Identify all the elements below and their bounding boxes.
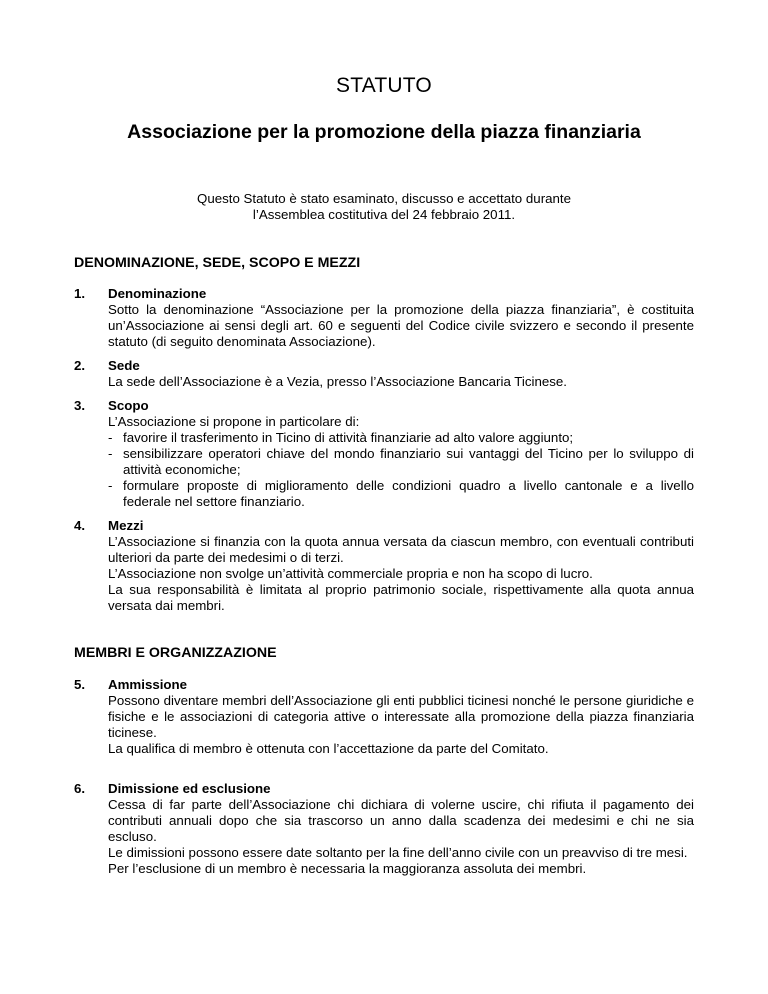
article-number: 5. — [74, 677, 86, 692]
intro-line: l’Assemblea costitutiva del 24 febbraio 2011. — [252, 207, 516, 222]
article-heading: Scopo — [108, 398, 149, 413]
article-heading: Ammissione — [108, 677, 188, 692]
document-subtitle: Associazione per la promozione della piazza finanziaria — [127, 121, 641, 143]
article-number: 6. — [74, 781, 86, 796]
article-paragraph: Sotto la denominazione “Associazione per la promozione della piazza finanziaria”, è costituita un’Associazione ai sensi degli art. 60 e seguenti del Codice civile svizzero e secondo il presente statuto (di seguito denominata Associazione). — [108, 302, 694, 349]
section-heading: MEMBRI E ORGANIZZAZIONE — [74, 645, 277, 661]
article-heading: Mezzi — [108, 518, 144, 533]
article-1 — [74, 286, 694, 350]
list-item: - formulare proposte di miglioramento delle condizioni quadro a livello cantonale e a livello federale nel settore finanziario. — [108, 478, 694, 509]
article-number: 1. — [74, 286, 86, 301]
article-2 — [74, 358, 694, 390]
article-heading: Dimissione ed esclusione — [108, 781, 271, 796]
article-paragraph: Possono diventare membri dell’Associazione gli enti pubblici ticinesi nonché le persone giuridiche e fisiche e le associazioni di categoria attive o interessate alla promozione della piazza finanziaria ticinese. — [108, 693, 694, 740]
article-3 — [74, 398, 694, 510]
article-paragraph: Per l’esclusione di un membro è necessaria la maggioranza assoluta dei membri. — [108, 861, 587, 876]
article-number: 2. — [74, 358, 86, 373]
article-paragraph: La sua responsabilità è limitata al proprio patrimonio sociale, rispettivamente alla quota annua versata dai membri. — [108, 582, 694, 613]
list-item: - sensibilizzare operatori chiave del mondo finanziario sui vantaggi del Ticino per lo sviluppo di attività economiche; — [108, 446, 694, 477]
article-number: 3. — [74, 398, 86, 413]
article-paragraph: Cessa di far parte dell’Associazione chi dichiara di volerne uscire, chi rifiuta il pagamento dei contributi annuali dopo che sia trascorso un anno dalla scadenza dei medesimi e chi ne sia escluso. — [108, 797, 694, 844]
article-heading: Denominazione — [108, 286, 207, 301]
article-heading: Sede — [108, 358, 140, 373]
article-number: 4. — [74, 518, 86, 533]
article-paragraph: La sede dell’Associazione è a Vezia, presso l’Associazione Bancaria Ticinese. — [108, 374, 568, 389]
intro-line: Questo Statuto è stato esaminato, discusso e accettato durante — [196, 191, 571, 206]
article-paragraph: Le dimissioni possono essere date soltanto per la fine dell’anno civile con un preavviso di tre mesi. — [108, 845, 688, 860]
article-paragraph: L’Associazione si propone in particolare di: — [108, 414, 360, 429]
intro-paragraph — [0, 191, 768, 223]
article-paragraph: La qualifica di membro è ottenuta con l’accettazione da parte del Comitato. — [108, 741, 549, 756]
document-title: STATUTO — [336, 74, 432, 97]
article-6 — [74, 781, 694, 877]
article-4 — [74, 518, 694, 614]
article-paragraph: L’Associazione non svolge un’attività commerciale propria e non ha scopo di lucro. — [108, 566, 593, 581]
list-item: - favorire il trasferimento in Ticino di attività finanziarie ad alto valore aggiunto; — [108, 430, 574, 445]
article-5 — [74, 677, 694, 757]
article-paragraph: L’Associazione si finanzia con la quota annua versata da ciascun membro, con eventuali contributi ulteriori da parte dei medesimi o di terzi. — [108, 534, 694, 565]
section-heading: DENOMINAZIONE, SEDE, SCOPO E MEZZI — [74, 255, 361, 271]
